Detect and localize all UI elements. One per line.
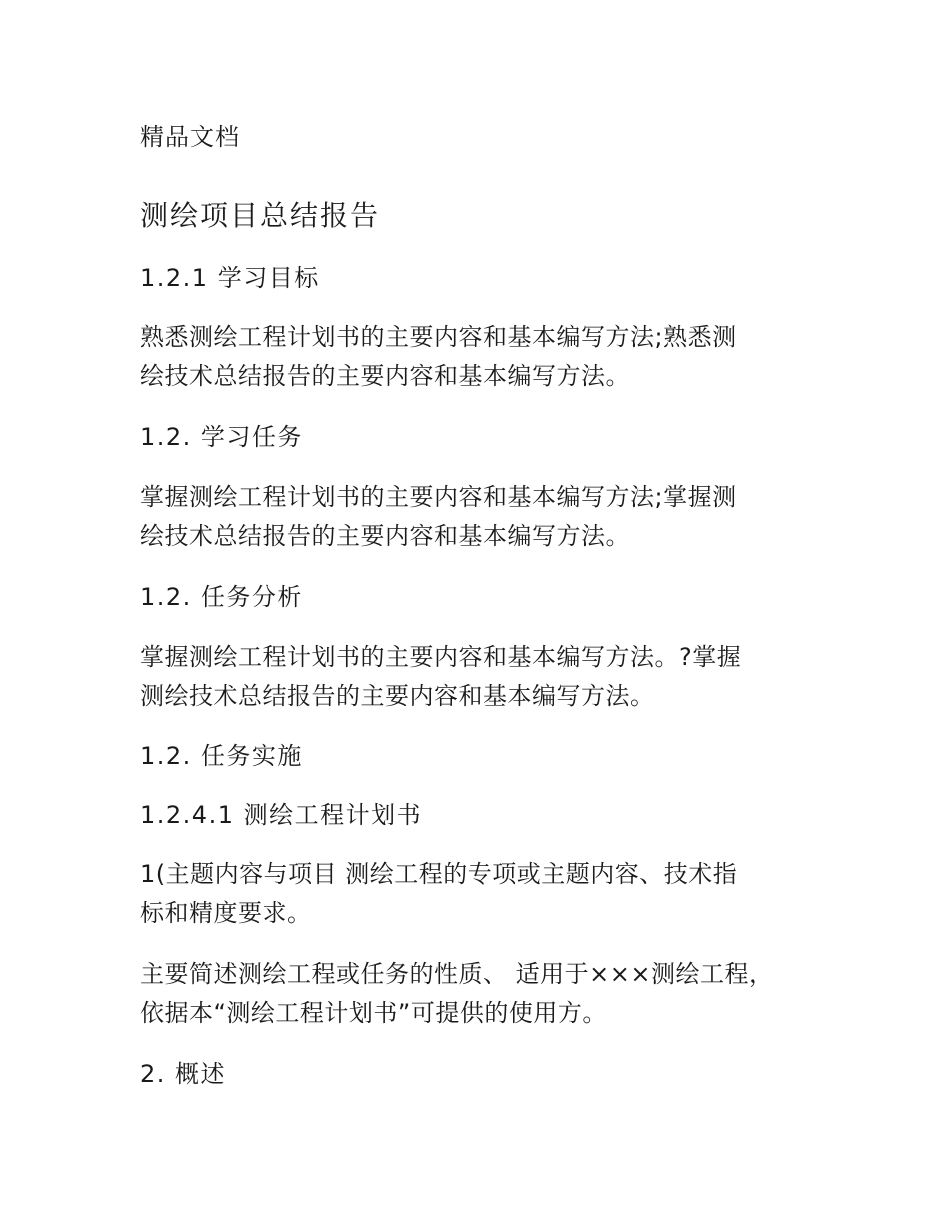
paragraph-line: 测绘技术总结报告的主要内容和基本编写方法。	[140, 682, 655, 710]
section-heading-learning-goals: 1.2.1 学习目标	[140, 264, 320, 292]
section-heading-survey-plan: 1.2.4.1 测绘工程计划书	[140, 801, 423, 829]
document-title: 测绘项目总结报告	[140, 199, 381, 232]
section-heading-overview: 2. 概述	[140, 1060, 227, 1088]
paragraph-line: 1(主题内容与项目 测绘工程的专项或主题内容、技术指	[140, 860, 738, 888]
paragraph-learning-goals	[140, 318, 820, 396]
section-heading-task-implementation: 1.2. 任务实施	[140, 742, 303, 770]
section-heading-learning-tasks: 1.2. 学习任务	[140, 423, 303, 451]
paragraph-topic-content	[140, 855, 820, 933]
paragraph-line: 绘技术总结报告的主要内容和基本编写方法。	[140, 362, 630, 390]
paragraph-line: 标和精度要求。	[140, 899, 312, 927]
paragraph-line: 主要简述测绘工程或任务的性质、 适用于×××测绘工程，	[140, 960, 774, 988]
paragraph-project-description	[140, 955, 820, 1033]
paragraph-line: 熟悉测绘工程计划书的主要内容和基本编写方法;熟悉测	[140, 323, 737, 351]
paragraph-learning-tasks	[140, 478, 820, 556]
paragraph-task-analysis	[140, 638, 820, 716]
paragraph-line: 掌握测绘工程计划书的主要内容和基本编写方法。?掌握	[140, 643, 742, 671]
paragraph-line: 依据本“测绘工程计划书”可提供的使用方。	[140, 999, 607, 1027]
section-heading-task-analysis: 1.2. 任务分析	[140, 583, 303, 611]
paragraph-line: 绘技术总结报告的主要内容和基本编写方法。	[140, 522, 630, 550]
paragraph-line: 掌握测绘工程计划书的主要内容和基本编写方法;掌握测	[140, 483, 737, 511]
document-header-label: 精品文档	[140, 123, 240, 151]
